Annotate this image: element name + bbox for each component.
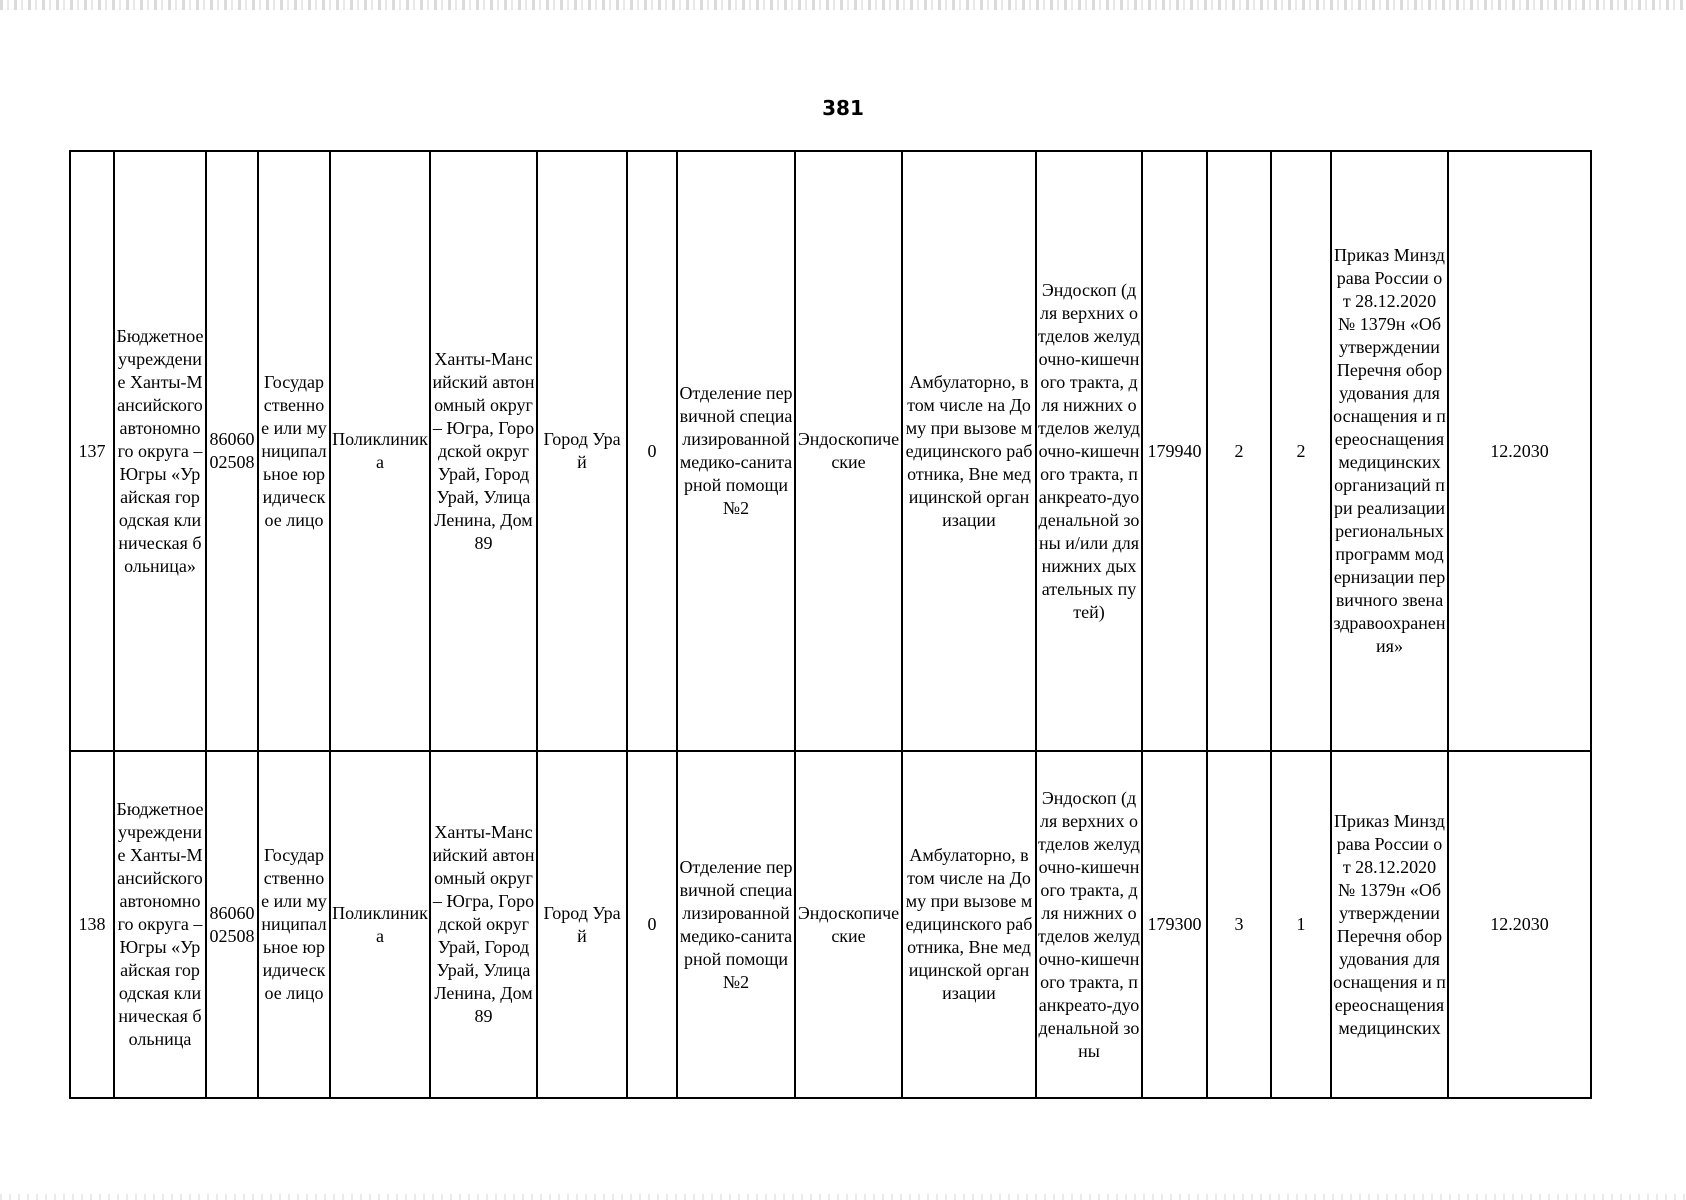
equipment-name-text: Эндоскоп (для верхних отделов желудочно-кишечного тракта, для нижних отделов желудочно-кишечного тракта, панкреато-дуоденальной зоны bbox=[1038, 787, 1140, 1061]
row-number: 138 bbox=[70, 751, 114, 1098]
scan-edge-bottom bbox=[0, 1194, 1686, 1200]
quantity-b: 2 bbox=[1271, 151, 1331, 751]
due-date: 12.2030 bbox=[1448, 151, 1591, 751]
zero-value: 0 bbox=[627, 151, 677, 751]
row-number: 137 bbox=[70, 151, 114, 751]
legal-basis bbox=[1331, 751, 1448, 1098]
care-conditions: Амбулаторно, в том числе на Дому при вызове медицинского работника, Вне медицинской организации bbox=[902, 151, 1036, 751]
department: Отделение первичной специализированной медико-санитарной помощи №2 bbox=[677, 751, 795, 1098]
equipment-code: 179300 bbox=[1142, 751, 1207, 1098]
facility-type: Поликлиника bbox=[330, 151, 430, 751]
department: Отделение первичной специализированной медико-санитарной помощи №2 bbox=[677, 151, 795, 751]
locality: Город Урай bbox=[537, 151, 627, 751]
registry-table bbox=[69, 150, 1592, 1099]
organization-name-text: Бюджетное учреждение Ханты-Мансийского автономного округа – Югры «Урайская городская клиническая больница bbox=[116, 799, 204, 1049]
facility-type: Поликлиника bbox=[330, 751, 430, 1098]
page-number: 381 bbox=[822, 96, 864, 120]
legal-basis: Приказ Минздрава России от 28.12.2020 № 1379н «Об утверждении Перечня оборудования для оснащения и переоснащения медицинских организаций при реализации региональных программ модернизации первичного звена здравоохранения» bbox=[1331, 151, 1448, 751]
equipment-code: 179940 bbox=[1142, 151, 1207, 751]
legal-basis-text: Приказ Минздрава России от 28.12.2020 № 1379н «Об утверждении Перечня оборудования для оснащения и переоснащения медицинских bbox=[1333, 810, 1446, 1038]
table-row bbox=[70, 751, 1591, 1098]
organization-code: 8606002508 bbox=[206, 151, 258, 751]
ownership-type: Государственное или муниципальное юридическое лицо bbox=[258, 751, 330, 1098]
address: Ханты-Мансийский автономный округ – Югра, Городской округ Урай, Город Урай, Улица Ленина, Дом 89 bbox=[430, 751, 537, 1098]
quantity-a: 3 bbox=[1207, 751, 1271, 1098]
address: Ханты-Мансийский автономный округ – Югра, Городской округ Урай, Город Урай, Улица Ленина, Дом 89 bbox=[430, 151, 537, 751]
care-conditions: Амбулаторно, в том числе на Дому при вызове медицинского работника, Вне медицинской организации bbox=[902, 751, 1036, 1098]
organization-name: Бюджетное учреждение Ханты-Мансийского автономного округа – Югры «Урайская городская клиническая больница» bbox=[114, 151, 206, 751]
equipment-name bbox=[1036, 751, 1142, 1098]
quantity-b: 1 bbox=[1271, 751, 1331, 1098]
zero-value: 0 bbox=[627, 751, 677, 1098]
organization-code: 8606002508 bbox=[206, 751, 258, 1098]
equipment-group: Эндоскопические bbox=[795, 751, 902, 1098]
equipment-name: Эндоскоп (для верхних отделов желудочно-кишечного тракта, для нижних отделов желудочно-кишечного тракта, панкреато-дуоденальной зоны и/или для нижних дыхательных путей) bbox=[1036, 151, 1142, 751]
table-row bbox=[70, 151, 1591, 751]
locality: Город Урай bbox=[537, 751, 627, 1098]
due-date: 12.2030 bbox=[1448, 751, 1591, 1098]
scan-edge-top bbox=[0, 0, 1686, 10]
organization-name bbox=[114, 751, 206, 1098]
quantity-a: 2 bbox=[1207, 151, 1271, 751]
equipment-group: Эндоскопические bbox=[795, 151, 902, 751]
ownership-type: Государственное или муниципальное юридическое лицо bbox=[258, 151, 330, 751]
